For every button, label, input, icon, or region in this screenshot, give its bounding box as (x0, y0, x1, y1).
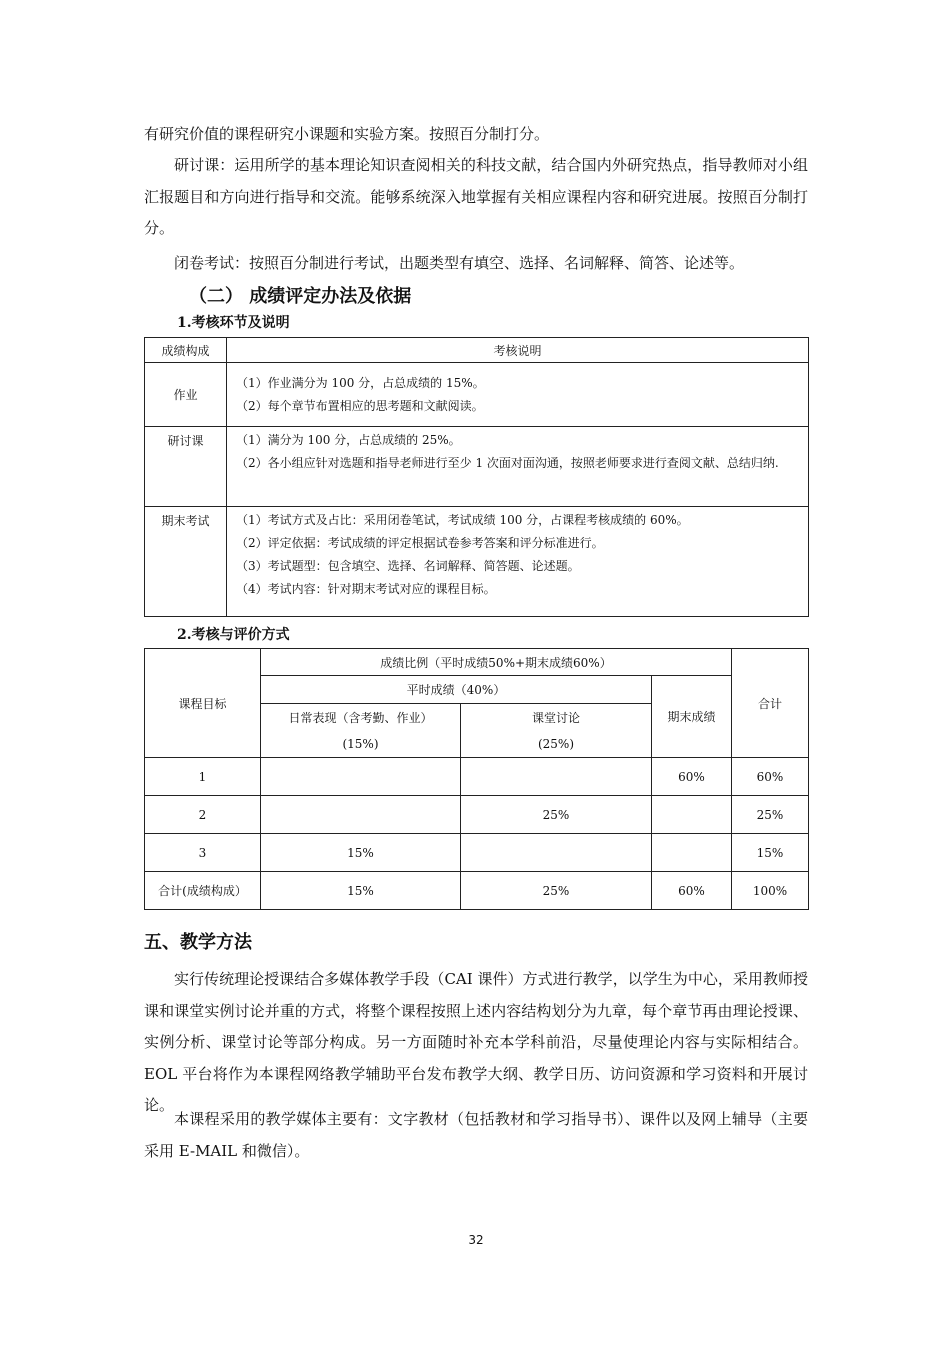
header-component: 成绩构成 (145, 338, 227, 363)
header-description: 考核说明 (227, 338, 809, 363)
header-daily-performance: 日常表现（含考勤、作业） (15%) (261, 704, 461, 758)
table-row (145, 427, 809, 507)
description-line: （4）考试内容：针对期末考试对应的课程目标。 (236, 582, 496, 596)
page-number: 32 (468, 1233, 484, 1247)
header-course-goal: 课程目标 (145, 649, 261, 758)
header-class-discussion: 课堂讨论 (25%) (461, 704, 652, 758)
teaching-methods-paragraph-1: 实行传统理论授课结合多媒体教学手段（CAI 课件）方式进行教学，以学生为中心，采用教师授课和课堂实例讨论并重的方式，将整个课程按照上述内容结构划分为九章，每个章节再由理论授课、实例分析、课堂讨论等部分构成。另一方面随时补充本学科前沿，尽量使理论内容与实际相结合。EOL 平台将作为本课程网络教学辅助平台发布教学大纲、教学日历、访问资源和学习资料和开展讨论。 (144, 970, 808, 1114)
description-line: （2）每个章节布置相应的思考题和文献阅读。 (236, 398, 484, 413)
description-line: （1）作业满分为 100 分，占总成绩的 15%。 (236, 375, 485, 390)
subheading-evaluation-method: 2.考核与评价方式 (177, 627, 290, 643)
description-line: （2）评定依据：考试成绩的评定根据试卷参考答案和评分标准进行。 (236, 536, 604, 550)
row-name: 研讨课 (145, 427, 227, 507)
intro-paragraph-1: 有研究价值的课程研究小课题和实验方案。按照百分制打分。 (144, 125, 550, 143)
row-description (227, 363, 809, 427)
table-row (145, 363, 809, 427)
description-line: （1）考试方式及占比：采用闭卷笔试，考试成绩 100 分，占课程考核成绩的 60%。 (236, 513, 689, 527)
row-name: 作业 (145, 363, 227, 427)
teaching-methods-paragraph-2: 本课程采用的教学媒体主要有：文字教材（包括教材和学习指导书）、课件以及网上辅导（主要采用 E-MAIL 和微信）。 (144, 1110, 808, 1160)
intro-paragraph-2: 研讨课：运用所学的基本理论知识查阅相关的科技文献，结合国内外研究热点，指导教师对小组汇报题目和方向进行指导和交流。能够系统深入地掌握有关相应课程内容和研究进展。按照百分制打分。 (144, 156, 808, 237)
assessment-table (144, 337, 809, 617)
description-line: （1）满分为 100 分，占总成绩的 25%。 (236, 433, 461, 447)
intro-paragraph-3: 闭卷考试：按照百分制进行考试，出题类型有填空、选择、名词解释、简答、论述等。 (174, 254, 745, 272)
subheading-assessment-items: 1.考核环节及说明 (177, 315, 290, 331)
row-description (227, 507, 809, 617)
table-row-total: 合计(成绩构成） 15% 25% 60% 100% (145, 872, 809, 910)
table-row (145, 507, 809, 617)
table-row: 3 15% 15% (145, 834, 809, 872)
description-line: （2）各小组应针对选题和指导老师进行至少 1 次面对面沟通，按照老师要求进行查阅文献、总结归纳. (236, 456, 779, 470)
header-grade-ratio: 成绩比例（平时成绩50%+期末成绩60%） (261, 649, 732, 676)
section-heading-grading: （二） 成绩评定办法及依据 (189, 286, 412, 307)
description-line: （3）考试题型：包含填空、选择、名词解释、简答题、论述题。 (236, 559, 580, 573)
assessment-table-header (145, 338, 809, 363)
section-heading-teaching-methods: 五、教学方法 (144, 932, 252, 953)
row-name: 期末考试 (145, 507, 227, 617)
header-total: 合计 (732, 649, 809, 758)
table-row: 1 60% 60% (145, 758, 809, 796)
header-final-grade: 期末成绩 (652, 676, 732, 758)
evaluation-table (144, 648, 809, 910)
table-row: 2 25% 25% (145, 796, 809, 834)
header-usual-grade: 平时成绩（40%） (261, 676, 652, 704)
row-description (227, 427, 809, 507)
